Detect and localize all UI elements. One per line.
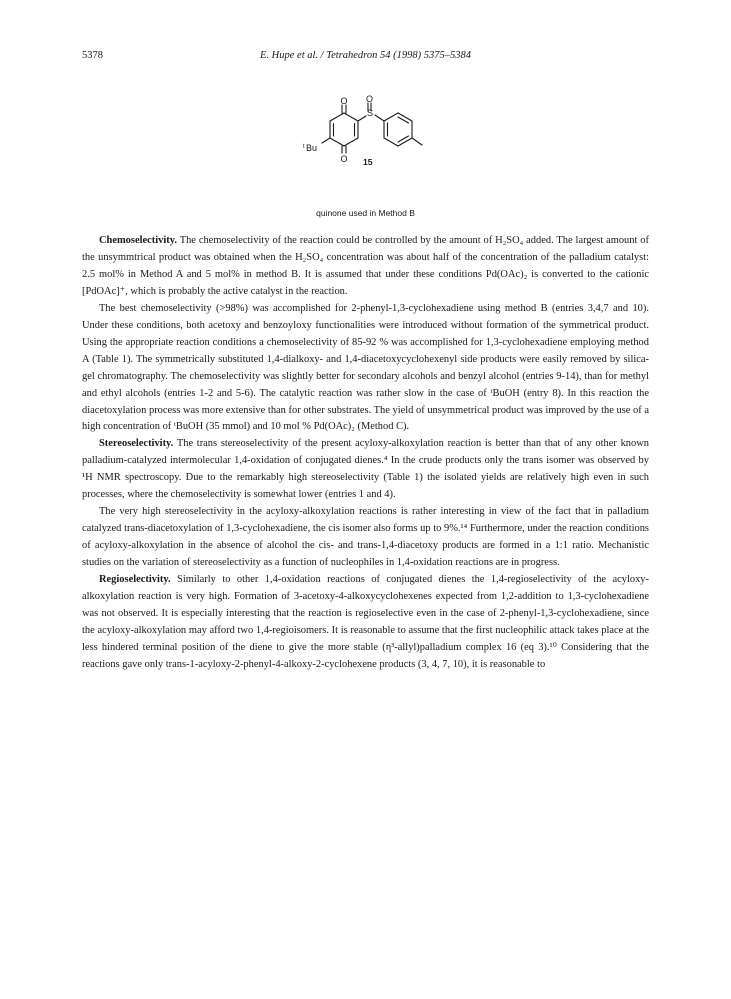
section-heading-stereoselectivity: Stereoselectivity. — [99, 438, 174, 450]
section-heading-chemoselectivity: Chemoselectivity. — [99, 235, 177, 246]
paragraph-stereoselectivity — [82, 436, 649, 504]
compound-number: 15 — [363, 157, 373, 167]
paragraph-text: The best chemoselectivity (>98%) was accomplished for 2-phenyl-1,3-cyclohexadiene using method B (entries 3,4,7 and 10). Under these conditions, both acetoxy and benzoyloxy functionalities were introduced without formation of the symmetrical product. Using the appropriate reaction conditions a chemoselectivity of 85-92 % was accomplished for 1,3-cyclohexadiene employing method A (Table 1). The symmetrically substituted 1,4-dialkoxy- and 1,4-diacetoxycyclohexenyl side products were easily removed by silica-gel chromatography. The chemoselectivity was slightly better for secondary alcohols and benzyl alcohol (entries 9-14), than for methyl and ethyl alcohols (entries 1-2 and 5-6). The catalytic reaction was rather slow in the case of ᵗBuOH (entry 8). In this reaction the diacetoxylation process was more extensive than for other substrates. The yield of unsymmetrical product was improved by the use of a high concentration of ᵗBuOH (35 mmol) and 10 mol % Pd(OAc)₂ (Method C). — [82, 302, 649, 433]
sulfur-label: S — [366, 108, 374, 118]
body-text — [82, 233, 649, 674]
paragraph-chemoselectivity — [82, 233, 649, 301]
oxygen-label-top: O — [340, 96, 348, 106]
paragraph-text: The very high stereoselectivity in the acyloxy-alkoxylation reactions is rather interesting in view of the fact that in palladium catalyzed trans-diacetoxylation of 1,3-cyclohexadiene, the cis isomer also forms up to 9%.¹⁴ Furthermore, under the reaction conditions of acyloxy-alkoxylation in the absence of alcohol the cis- and trans-1,4-diacetoxy products are formed in a 1:1 ratio. Mechanistic studies on the variation of stereoselectivity as a function of nucleophiles in 1,4-oxidation reactions are in progress. — [82, 506, 649, 569]
section-heading-regioselectivity: Regioselectivity. — [99, 574, 171, 586]
tert-prefix: t — [303, 144, 305, 150]
paragraph-regioselectivity — [82, 572, 649, 674]
oxygen-label-bottom: O — [340, 154, 348, 164]
paragraph-text: The chemoselectivity of the reaction could be controlled by the amount of H₂SO₄ added. The largest amount of the unsymmtrical product was obtained when the H₂SO₄ concentration was about half of the concentration of the palladium catalyst: 2.5 mol% in Method A and 5 mol% in method B. It is assumed that under these conditions Pd(OAc)₂ is converted to the cationic [PdOAc]⁺, which is probably the active catalyst in the reaction. — [82, 235, 649, 297]
paragraph-text: The trans stereoselectivity of the present acyloxy-alkoxylation reaction is better than that of any other known palladium-catalyzed intermolecular 1,4-oxidation of conjugated dienes.⁴ In the crude products only the trans isomer was observed by ¹H NMR spectroscopy. Due to the remarkably high stereoselectivity (Table 1) the isolated yields are relatively high even in such processes, where the chemoselectivity is somewhat lower (entries 1 and 4). — [82, 438, 649, 501]
figure-caption: quinone used in Method B — [316, 208, 415, 218]
butyl-label: Bu — [306, 143, 318, 153]
oxygen-label-sulfoxide: O — [365, 94, 374, 104]
quinone-structure-figure — [0, 88, 731, 198]
paragraph-chemoselectivity-details — [82, 301, 649, 437]
paragraph-text: Similarly to other 1,4-oxidation reactions of conjugated dienes the 1,4-regioselectivity of the acyloxy-alkoxylation reaction is very high. Formation of 3-acetoxy-4-alkoxycyclohexenes expected from 1,2-addition to 1,3-cyclohexadiene was not observed. It is especially interesting that the reaction is regioselective even in the case of 2-phenyl-1,3-cyclohexadiene, since the acyloxy-alkoxylation may afford two 1,4-regioisomers. It is reasonable to assume that the first nucleophilic attack takes place at the less hindered terminal position of the diene to give the more stable (η³-allyl)palladium complex 16 (eq 3).¹⁰ Considering that the reactions gave only trans-1-acyloxy-2-phenyl-4-alkoxy-2-cyclohexene products (3, 4, 7, 10), it is reasonable to — [82, 574, 650, 670]
running-header — [82, 50, 649, 66]
running-head: E. Hupe et al. / Tetrahedron 54 (1998) 5375–5384 — [260, 50, 471, 61]
quinone-structure-drawing — [0, 88, 731, 198]
page-number: 5378 — [82, 50, 103, 61]
paragraph-stereoselectivity-details — [82, 504, 649, 572]
